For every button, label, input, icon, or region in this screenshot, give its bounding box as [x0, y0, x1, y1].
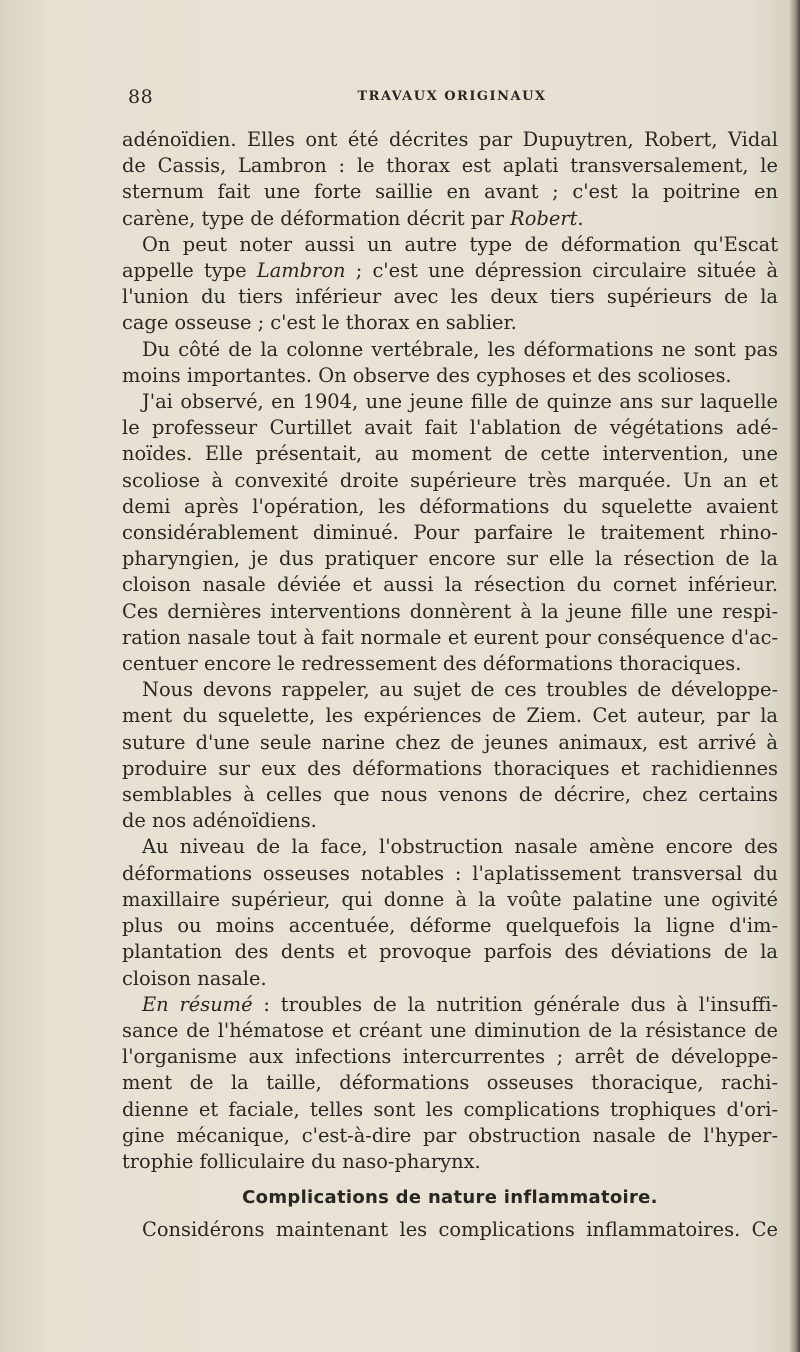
text-line: produire sur eux des déformations thoraciques et rachidiennes — [122, 756, 778, 780]
text-line — [122, 992, 778, 1018]
text-line: On peut noter aussi un autre type de déformation qu'Escat — [142, 232, 778, 256]
text-segment: carène, type de déformation décrit par — [122, 206, 511, 230]
text-segment: : troubles de la nutrition générale dus à l'insuffi- — [252, 992, 778, 1016]
text-line: plus ou moins accentuée, déforme quelquefois la ligne d'im- — [122, 914, 778, 938]
text-line: Nous devons rappeler, au sujet de ces troubles de développe- — [142, 678, 778, 702]
text-line: gine mécanique, c'est-à-dire par obstruction nasale de l'hyper- — [122, 1123, 778, 1147]
text-line — [122, 206, 778, 232]
section-heading: Complications de nature inflammatoire. — [242, 1187, 658, 1209]
text-segment: ; c'est une dépression circulaire située à — [345, 259, 779, 283]
text-segment: appelle type — [122, 259, 257, 283]
text-line: de Cassis, Lambron : le thorax est aplati transversalement, le — [122, 154, 778, 178]
text-line: le professeur Curtillet avait fait l'ablation de végétations adé- — [122, 416, 778, 440]
text-line: trophie folliculaire du naso-pharynx. — [122, 1149, 481, 1173]
text-line: Du côté de la colonne vertébrale, les déformations ne sont pas — [142, 337, 778, 361]
closing-line: Considérons maintenant les complications inflammatoires. Ce — [142, 1218, 778, 1242]
text-line: moins importantes. On observe des cyphoses et des scolioses. — [122, 363, 732, 387]
text-line: Au niveau de la face, l'obstruction nasale amène encore des — [142, 835, 778, 859]
text-line: suture d'une seule narine chez de jeunes animaux, est arrivé à — [122, 730, 778, 754]
text-line: cage osseuse ; c'est le thorax en sablier. — [122, 311, 517, 335]
text-line: dienne et faciale, telles sont les complications trophiques d'ori- — [122, 1097, 778, 1121]
text-line: l'organisme aux infections intercurrentes ; arrêt de développe- — [122, 1045, 778, 1069]
text-line: l'union du tiers inférieur avec les deux tiers supérieurs de la — [122, 285, 778, 309]
text-line: de nos adénoïdiens. — [122, 809, 317, 833]
text-line: Ces dernières interventions donnèrent à la jeune fille une respi- — [122, 599, 778, 623]
body-text — [122, 127, 778, 1244]
text-segment: . — [577, 206, 584, 230]
text-line: sance de l'hématose et créant une diminution de la résistance de — [122, 1018, 778, 1042]
page-number: 88 — [128, 86, 154, 108]
page-header — [128, 86, 776, 110]
text-line: adénoïdien. Elles ont été décrites par Dupuytren, Robert, Vidal — [122, 128, 778, 151]
text-line — [122, 258, 778, 284]
text-line: pharyngien, je dus pratiquer encore sur elle la résection de la — [122, 547, 778, 571]
text-line: ration nasale tout à fait normale et eurent pour conséquence d'ac- — [122, 625, 778, 649]
text-line: déformations osseuses notables : l'aplatissement transversal du — [122, 861, 778, 885]
page-edge-shadow — [790, 0, 800, 1352]
text-line: noïdes. Elle présentait, au moment de cette intervention, une — [122, 442, 778, 466]
text-line: sternum fait une forte saillie en avant ; c'est la poitrine en — [122, 180, 778, 204]
text-line: maxillaire supérieur, qui donne à la voûte palatine une ogivité — [122, 887, 778, 911]
text-line: demi après l'opération, les déformations du squelette avaient — [122, 494, 778, 518]
text-line: scoliose à convexité droite supérieure très marquée. Un an et — [122, 468, 778, 492]
italic-text: En résumé — [142, 992, 253, 1016]
italic-text: Lambron — [256, 259, 346, 283]
running-head: TRAVAUX ORIGINAUX — [357, 89, 547, 104]
text-line: ment de la taille, déformations osseuses thoracique, rachi- — [122, 1071, 778, 1095]
text-line: J'ai observé, en 1904, une jeune fille de quinze ans sur laquelle — [142, 390, 778, 414]
text-line: cloison nasale. — [122, 966, 267, 990]
text-line: semblables à celles que nous venons de décrire, chez certains — [122, 783, 778, 807]
text-line: ment du squelette, les expériences de Ziem. Cet auteur, par la — [122, 704, 778, 728]
italic-text: Robert — [510, 206, 578, 230]
text-line: considérablement diminué. Pour parfaire le traitement rhino- — [122, 521, 778, 545]
text-line: centuer encore le redressement des déformations thoraciques. — [122, 652, 742, 676]
text-line: plantation des dents et provoque parfois des déviations de la — [122, 940, 778, 964]
text-line: cloison nasale déviée et aussi la résection du cornet inférieur. — [122, 573, 778, 597]
